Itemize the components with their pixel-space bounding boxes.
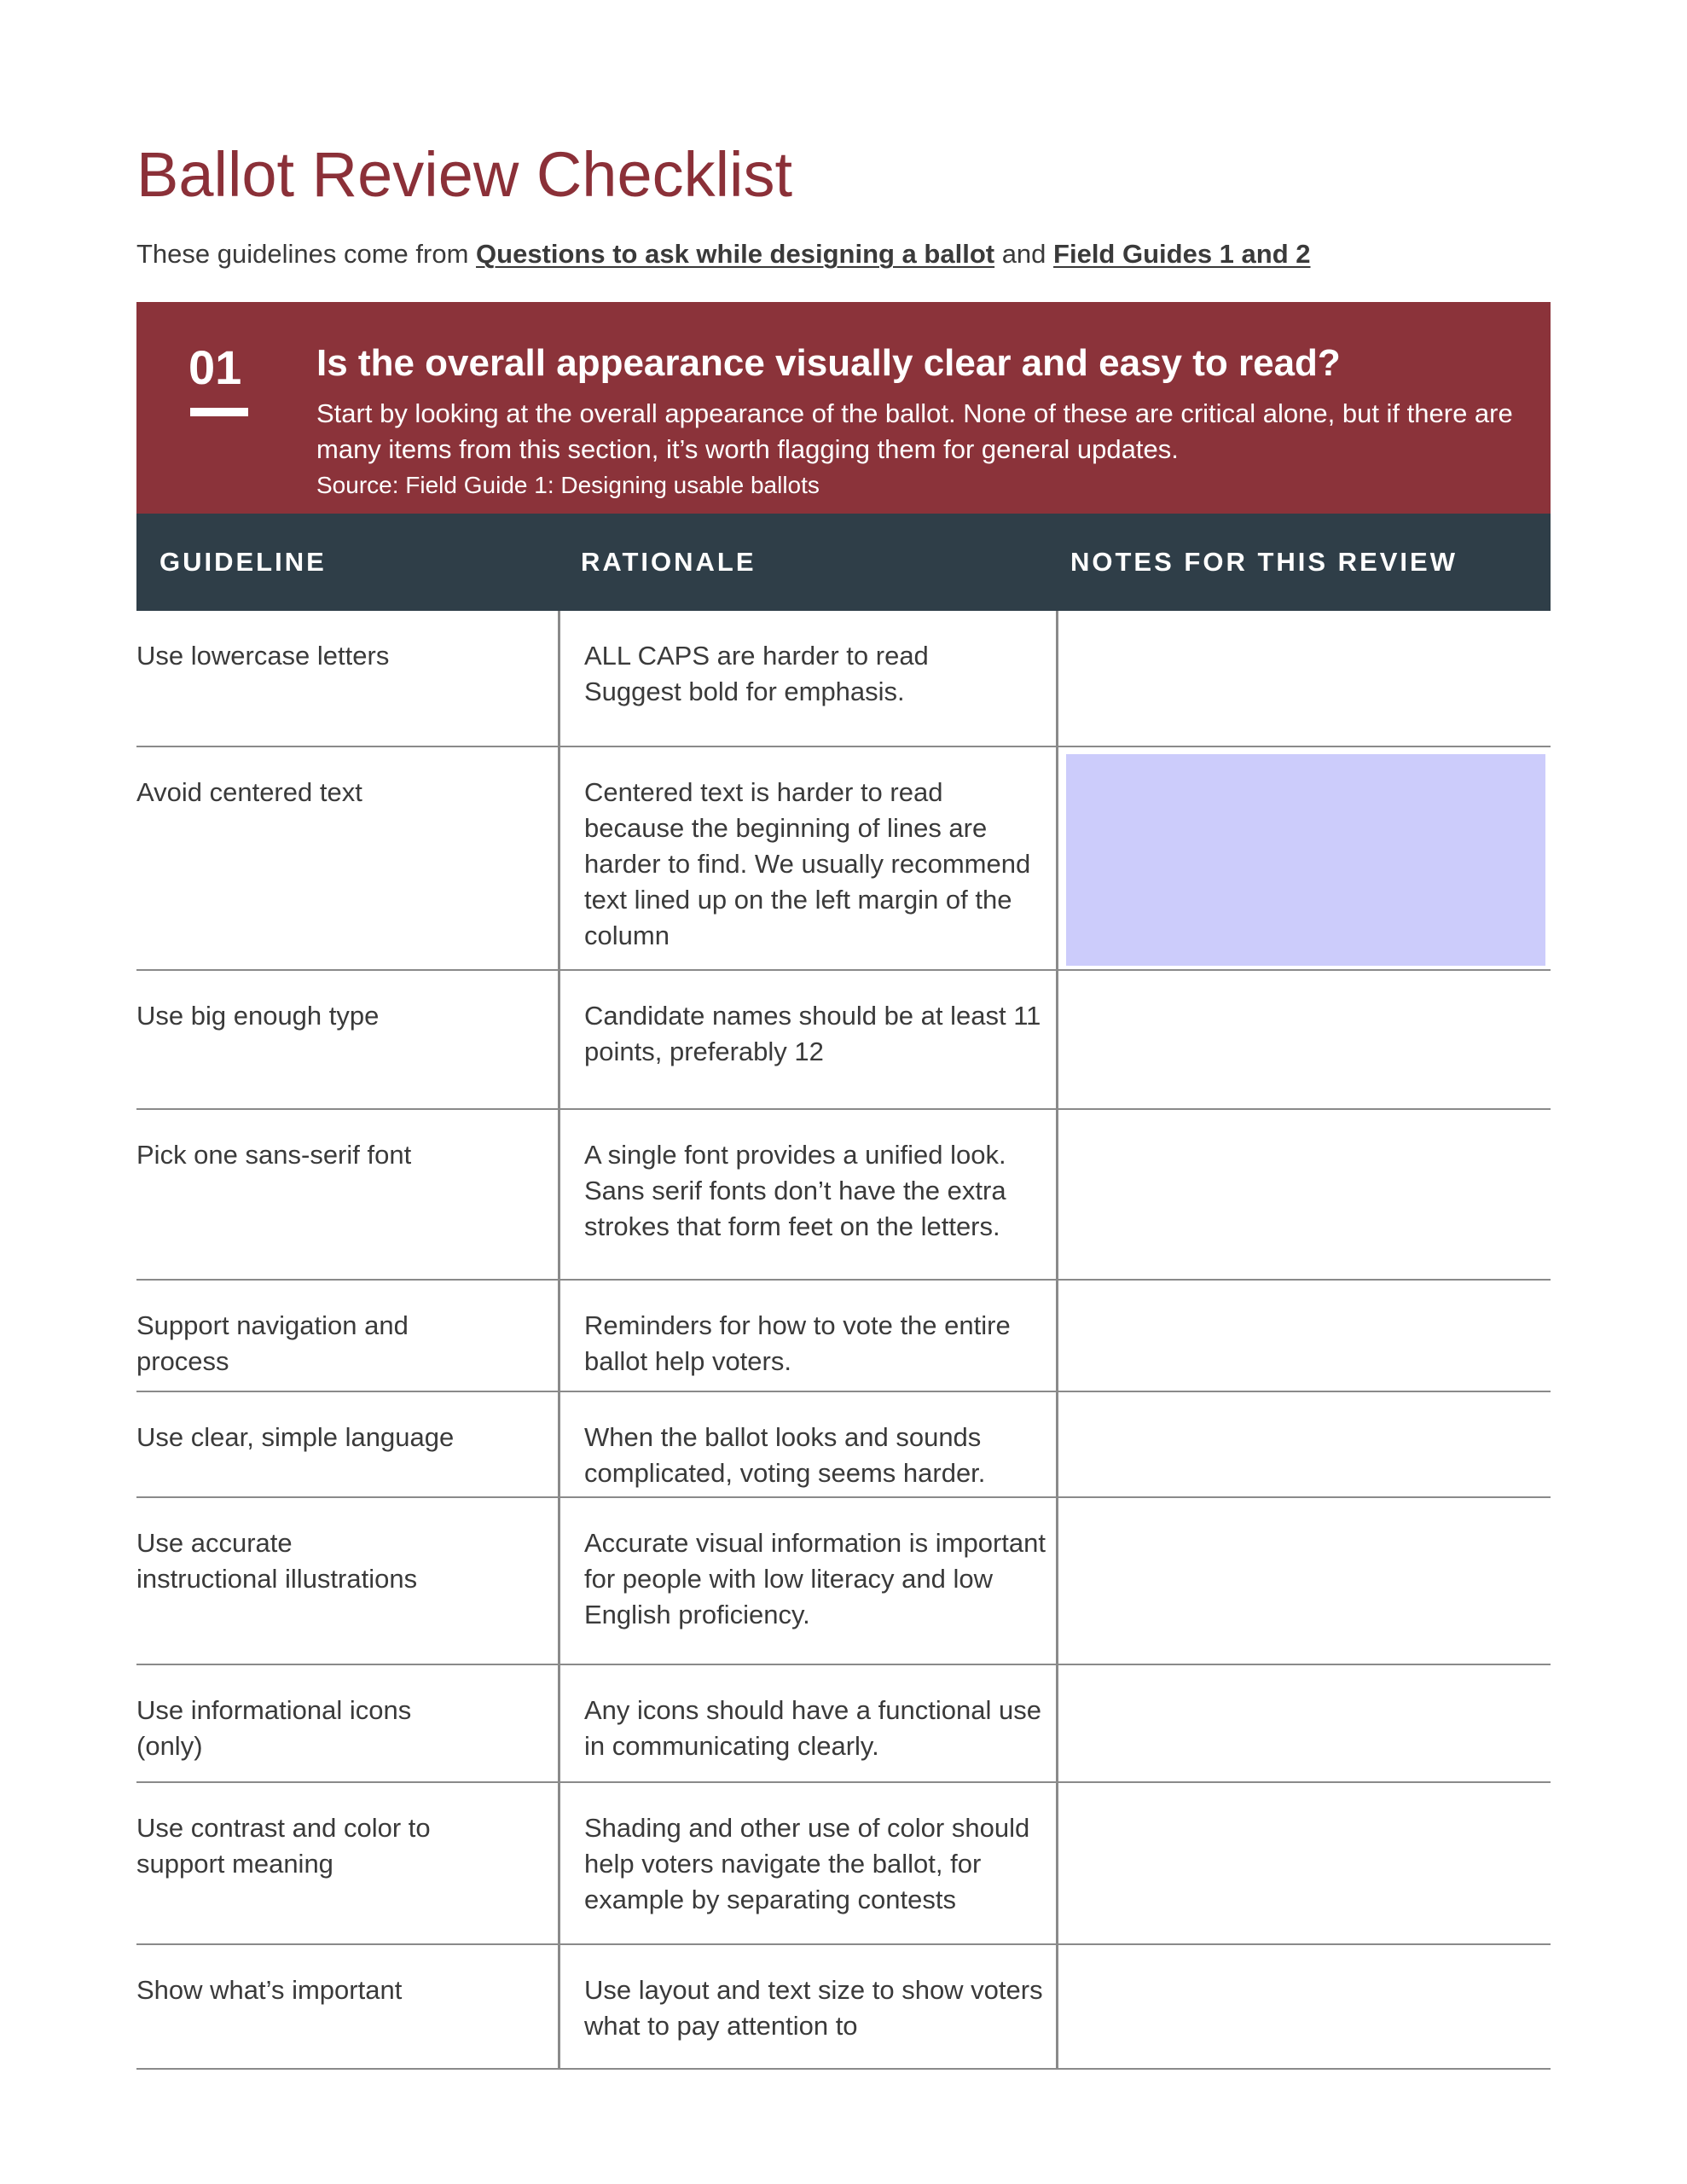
guideline-cell: Use lowercase letters (136, 641, 390, 671)
guideline-cell: Use clear, simple language (136, 1422, 455, 1452)
guideline-cell: Pick one sans-serif font (136, 1140, 412, 1170)
table-row (136, 1498, 1551, 1665)
intro-middle: and (994, 239, 1054, 269)
section-source: Source: Field Guide 1: Designing usable ballots (316, 472, 820, 498)
table-row (136, 1665, 1551, 1783)
table-row (136, 611, 1551, 747)
rationale-cell: Shading and other use of color should help voters navigate the ballot, for example by separating contests (558, 1783, 1058, 1943)
table-column-header (136, 514, 1551, 611)
notes-cell[interactable] (1058, 1498, 1551, 1664)
section-number: 01 (188, 340, 242, 394)
guideline-cell: Use contrast and color to support meaning (136, 1813, 431, 1879)
column-rationale: RATIONALE (581, 547, 757, 577)
table-row (136, 1392, 1551, 1498)
field-guides-link[interactable]: Field Guides 1 and 2 (1053, 239, 1311, 269)
notes-highlight (1066, 754, 1545, 966)
notes-cell[interactable] (1058, 747, 1551, 969)
page-title: Ballot Review Checklist (136, 139, 793, 210)
rationale-cell: ALL CAPS are harder to read Suggest bold for emphasis. (558, 611, 1058, 746)
checklist-table-body (136, 611, 1551, 2070)
questions-link[interactable]: Questions to ask while designing a ballot (476, 239, 995, 269)
notes-cell[interactable] (1058, 1665, 1551, 1781)
guideline-cell: Use accurate instructional illustrations (136, 1528, 418, 1594)
rationale-cell: When the ballot looks and sounds complicated, voting seems harder. (558, 1392, 1058, 1496)
notes-cell[interactable] (1058, 1392, 1551, 1496)
notes-cell[interactable] (1058, 1945, 1551, 2068)
notes-cell[interactable] (1058, 1281, 1551, 1391)
table-row (136, 1945, 1551, 2070)
section-question: Is the overall appearance visually clear and easy to read? (316, 342, 1341, 384)
rationale-cell: Centered text is harder to read because the beginning of lines are harder to find. We usually recommend text lined up on the left margin of the column (558, 747, 1058, 969)
rationale-cell: Any icons should have a functional use in communicating clearly. (558, 1665, 1058, 1781)
rationale-cell: Use layout and text size to show voters what to pay attention to (558, 1945, 1058, 2068)
rationale-cell: Accurate visual information is important for people with low literacy and low English proficiency. (558, 1498, 1058, 1664)
guideline-cell: Use big enough type (136, 1001, 380, 1031)
column-notes: NOTES FOR THIS REVIEW (1070, 547, 1458, 577)
rationale-cell: A single font provides a unified look. Sans serif fonts don’t have the extra strokes that form feet on the letters. (558, 1110, 1058, 1279)
rationale-cell: Reminders for how to vote the entire ballot help voters. (558, 1281, 1058, 1391)
table-row (136, 1783, 1551, 1945)
notes-cell[interactable] (1058, 1110, 1551, 1279)
table-row (136, 1110, 1551, 1281)
section-header (136, 302, 1551, 514)
section-number-underline (190, 408, 248, 416)
intro-prefix: These guidelines come from (136, 239, 477, 269)
notes-cell[interactable] (1058, 1783, 1551, 1943)
intro-text (136, 235, 1311, 273)
notes-cell[interactable] (1058, 611, 1551, 746)
guideline-cell: Avoid centered text (136, 777, 362, 807)
guideline-cell: Support navigation and process (136, 1310, 409, 1376)
guideline-cell: Use informational icons (only) (136, 1695, 412, 1761)
table-row (136, 747, 1551, 971)
rationale-cell: Candidate names should be at least 11 points, preferably 12 (558, 971, 1058, 1108)
section-description: Start by looking at the overall appearance of the ballot. None of these are critical alone, but if there are many items from this section, it’s worth flagging them for general updates. (316, 398, 1513, 464)
column-guideline: GUIDELINE (159, 547, 327, 577)
table-row (136, 1281, 1551, 1392)
notes-cell[interactable] (1058, 971, 1551, 1108)
table-row (136, 971, 1551, 1110)
guideline-cell: Show what’s important (136, 1975, 403, 2005)
